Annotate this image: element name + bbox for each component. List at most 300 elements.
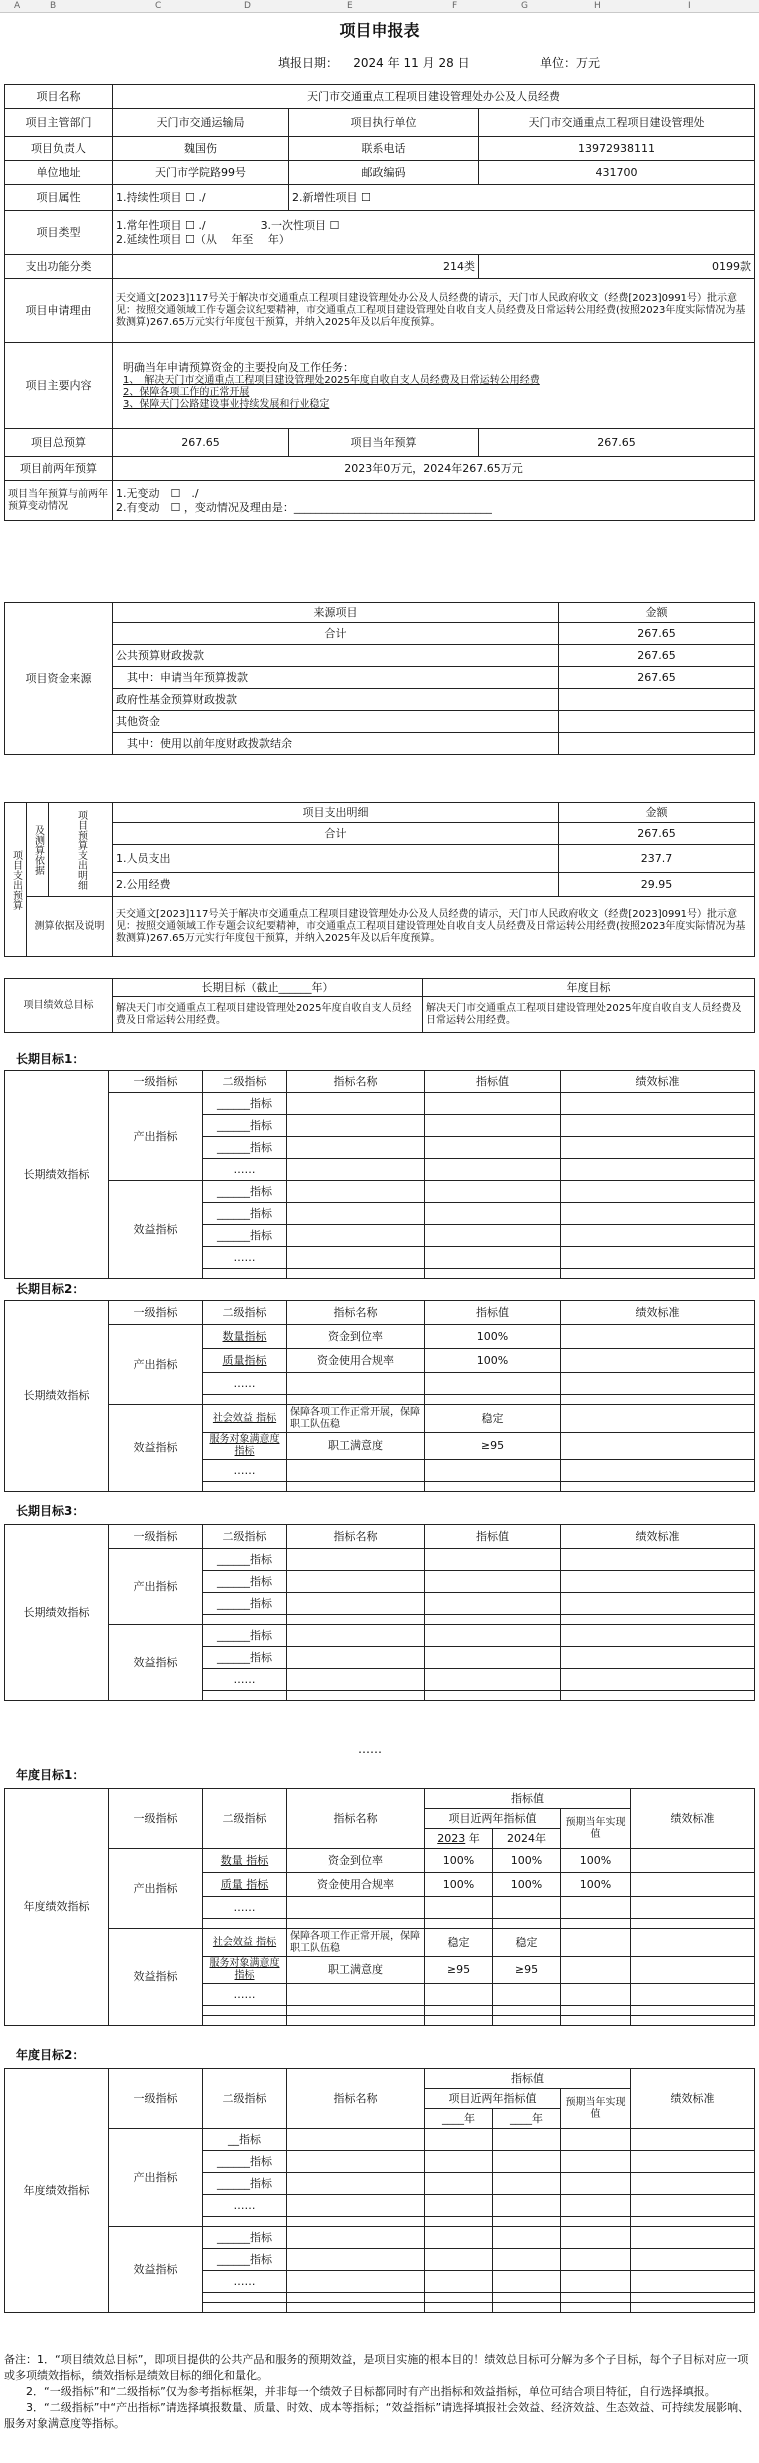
cell[interactable] [425, 2217, 493, 2227]
total-value[interactable]: 267.65 [113, 429, 289, 457]
cell[interactable] [425, 1615, 561, 1625]
year-2-value[interactable]: 稳定 [493, 1929, 561, 1957]
cell[interactable] [631, 1984, 755, 2006]
expense-row-amt[interactable]: 267.65 [559, 823, 755, 845]
l2-cell[interactable]: ______指标 [203, 2227, 287, 2249]
cell[interactable] [203, 1615, 287, 1625]
expense-detail-header: 项目支出明细 [113, 803, 559, 823]
cell[interactable] [425, 1691, 561, 1701]
cell[interactable] [287, 1919, 425, 1929]
long-perf-label: 长期绩效指标 [5, 1525, 109, 1701]
cell[interactable] [493, 2151, 561, 2173]
func-class[interactable]: 214类 [113, 255, 479, 279]
l2-cell[interactable]: ______指标 [203, 1549, 287, 1571]
cell[interactable] [425, 2173, 493, 2195]
cell[interactable] [425, 1115, 561, 1137]
leader-label: 项目负责人 [5, 137, 113, 161]
notes [4, 2352, 752, 2432]
effect-indicator: 效益指标 [109, 1929, 203, 2026]
expect-header: 预期当年实现值 [561, 2089, 631, 2129]
cell[interactable] [287, 1115, 425, 1137]
l2-cell[interactable]: …… [203, 1984, 287, 2006]
l2-cell[interactable]: __指标 [203, 2129, 287, 2151]
std-header: 绩效标准 [631, 1789, 755, 1849]
year-2-header: 2024年 [493, 1829, 561, 1849]
cell[interactable] [561, 2195, 631, 2217]
l2-cell[interactable]: ______指标 [203, 1225, 287, 1247]
cell[interactable] [561, 1482, 755, 1492]
indicator-value[interactable]: 100% [425, 1349, 561, 1373]
indicator-name[interactable]: 保障各项工作正常开展，保障职工队伍稳 [287, 1929, 425, 1957]
cell[interactable] [561, 1395, 755, 1405]
l2-header: 二级指标 [203, 1071, 287, 1093]
output-indicator: 产出指标 [109, 1093, 203, 1181]
cell[interactable] [287, 1269, 425, 1279]
long-goal-1-title: 长期目标1： [16, 1052, 85, 1066]
funds-row-amt[interactable] [559, 689, 755, 711]
cell[interactable] [561, 1181, 755, 1203]
expense-table [4, 802, 755, 957]
cell[interactable] [287, 1571, 425, 1593]
cell[interactable] [425, 1625, 561, 1647]
cell[interactable] [287, 2129, 425, 2151]
cell[interactable] [287, 2271, 425, 2293]
cell[interactable] [561, 1549, 755, 1571]
cell[interactable] [203, 2006, 287, 2016]
cell[interactable] [493, 2303, 561, 2313]
cell[interactable] [287, 2293, 425, 2303]
cell[interactable] [493, 2129, 561, 2151]
l2-header: 二级指标 [203, 2069, 287, 2129]
reason-label: 项目申请理由 [5, 279, 113, 343]
cell[interactable] [561, 1373, 755, 1395]
cell[interactable] [561, 1691, 755, 1701]
cell[interactable] [631, 2195, 755, 2217]
note-1: 备注：1．“项目绩效总目标”，即项目提供的公共产品和服务的预期效益，是项目实施的根本目的！绩效总目标可分解为多个子目标，每个子目标对应一项或多项绩效指标，绩效指标是绩效目标的细化和量化。 [4, 2353, 749, 2382]
cell[interactable] [425, 1159, 561, 1181]
cell[interactable] [493, 2195, 561, 2217]
col-e[interactable]: E [347, 1, 353, 11]
year-2-value[interactable]: 100% [493, 1849, 561, 1873]
funds-row-amt[interactable]: 267.65 [559, 667, 755, 689]
cell[interactable] [425, 1373, 561, 1395]
cell[interactable] [561, 1247, 755, 1269]
cell[interactable] [561, 1897, 631, 1919]
perf-label: 项目绩效总目标 [5, 979, 113, 1033]
indicator-name[interactable]: 职工满意度 [287, 1433, 425, 1460]
cell[interactable] [561, 2227, 631, 2249]
name-header: 指标名称 [287, 1301, 425, 1325]
funds-row-name: 合计 [113, 623, 559, 645]
col-h[interactable]: H [594, 1, 601, 11]
cell[interactable] [561, 1647, 755, 1669]
expense-row-amt[interactable]: 237.7 [559, 845, 755, 873]
cell[interactable] [493, 2006, 561, 2016]
cell[interactable] [493, 2271, 561, 2293]
funds-row-amt[interactable] [559, 711, 755, 733]
cell[interactable] [287, 2006, 425, 2016]
leader-value[interactable]: 魏国伤 [113, 137, 289, 161]
cell[interactable] [493, 2249, 561, 2271]
l2-cell[interactable]: ______指标 [203, 2249, 287, 2271]
indicator-value[interactable]: 100% [425, 1325, 561, 1349]
l2-cell[interactable]: 服务对象满意度指标 [203, 1957, 287, 1984]
l2-cell[interactable]: …… [203, 1897, 287, 1919]
cell[interactable] [561, 2016, 631, 2026]
cell[interactable] [561, 1571, 755, 1593]
l2-cell[interactable]: ______指标 [203, 2151, 287, 2173]
cell[interactable] [287, 1181, 425, 1203]
cell[interactable] [425, 2129, 493, 2151]
cell[interactable] [561, 2006, 631, 2016]
cell[interactable] [287, 2249, 425, 2271]
long-perf-label: 长期绩效指标 [5, 1301, 109, 1492]
cell[interactable] [425, 1225, 561, 1247]
cell[interactable] [287, 1137, 425, 1159]
cell[interactable] [425, 2249, 493, 2271]
cell[interactable] [287, 1225, 425, 1247]
annual-goal-2-table [4, 2068, 755, 2313]
indicator-name[interactable]: 资金到位率 [287, 1849, 425, 1873]
perf-long-text[interactable]: 解决天门市交通重点工程项目建设管理处2025年度自收自支人员经费及日常运转公用经费。 [113, 997, 423, 1033]
change-options[interactable]: 1.无变动 ☐ ./ 2.有变动 ☐ ，变动情况及理由是：____________________________________ [113, 481, 755, 521]
cell[interactable] [493, 2217, 561, 2227]
cell[interactable] [287, 1669, 425, 1691]
cell[interactable] [561, 2151, 631, 2173]
l2-cell[interactable]: ______指标 [203, 1625, 287, 1647]
year-1-value[interactable]: 100% [425, 1873, 493, 1897]
attr-label: 项目属性 [5, 185, 113, 211]
cell[interactable] [631, 2227, 755, 2249]
cell[interactable] [425, 2303, 493, 2313]
l2-cell[interactable]: …… [203, 1373, 287, 1395]
cell[interactable] [287, 1984, 425, 2006]
cell[interactable] [561, 1615, 755, 1625]
l2-cell[interactable]: ______指标 [203, 1181, 287, 1203]
cell[interactable] [287, 1691, 425, 1701]
indicator-name[interactable]: 保障各项工作正常开展，保障职工队伍稳 [287, 1405, 425, 1433]
cell[interactable] [561, 1460, 755, 1482]
year-perf-label: 年度绩效指标 [5, 1789, 109, 2026]
l2-cell[interactable]: ______指标 [203, 1647, 287, 1669]
cell[interactable] [425, 1247, 561, 1269]
cell[interactable] [631, 2151, 755, 2173]
cell[interactable] [425, 1897, 493, 1919]
basis-text[interactable]: 天交通文[2023]117号关于解决市交通重点工程项目建设管理处办公及人员经费的请示，天门市人民政府收文（经费[2023]0991号）批示意见：按照交通领域工作专题会议纪要精神，市交通重点工程项目建设管理处自收自支人员经费及日常运转公用经费(按照2023年度实际情况为基数测算)267.65万元实行年度包干预算，并纳入2025年及以后年度预算。 [113, 897, 755, 957]
cell[interactable] [425, 1203, 561, 1225]
col-b[interactable]: B [50, 1, 57, 11]
year-1-value[interactable]: ≥95 [425, 1957, 493, 1984]
year-1-header[interactable]: 2023 年 [425, 1829, 493, 1849]
cell[interactable] [631, 2173, 755, 2195]
funds-row-amt[interactable]: 267.65 [559, 623, 755, 645]
cell[interactable] [287, 1549, 425, 1571]
cell[interactable] [425, 1984, 493, 2006]
cell[interactable] [425, 1571, 561, 1593]
cell[interactable] [561, 1984, 631, 2006]
cell[interactable] [425, 2006, 493, 2016]
cell[interactable] [493, 2227, 561, 2249]
cell[interactable] [287, 2217, 425, 2227]
addr-value[interactable]: 天门市学院路99号 [113, 161, 289, 185]
l2-cell[interactable]: ______指标 [203, 1203, 287, 1225]
l2-cell[interactable]: …… [203, 1460, 287, 1482]
cell[interactable] [287, 1395, 425, 1405]
indicator-name[interactable]: 资金使用合规率 [287, 1873, 425, 1897]
long-goal-3-table [4, 1524, 755, 1701]
exec-value[interactable]: 天门市交通重点工程项目建设管理处 [479, 109, 755, 137]
cell[interactable] [631, 2249, 755, 2271]
cell[interactable] [561, 1919, 631, 1929]
cell[interactable] [493, 2173, 561, 2195]
cell[interactable] [425, 1919, 493, 1929]
perf-year-header: 年度目标 [423, 979, 755, 997]
cell[interactable] [561, 2303, 631, 2313]
year-2-value[interactable]: 100% [493, 1873, 561, 1897]
cell[interactable] [631, 1873, 755, 1897]
cell[interactable] [287, 1203, 425, 1225]
funds-row-name: 其中：使用以前年度财政拨款结余 [113, 733, 559, 755]
cell[interactable] [425, 1137, 561, 1159]
val-header: 指标值 [425, 1789, 631, 1809]
cell[interactable] [561, 2129, 631, 2151]
cell[interactable] [203, 1482, 287, 1492]
l2-cell[interactable]: 数量 指标 [203, 1849, 287, 1873]
basic-info-table [4, 84, 755, 521]
long-perf-label: 长期绩效指标 [5, 1071, 109, 1279]
cell[interactable] [631, 1897, 755, 1919]
indicator-name[interactable]: 资金使用合规率 [287, 1349, 425, 1373]
year-2-value[interactable]: ≥95 [493, 1957, 561, 1984]
l2-cell[interactable]: ______指标 [203, 1593, 287, 1615]
cell[interactable] [287, 1615, 425, 1625]
cell[interactable] [561, 2173, 631, 2195]
l2-header: 二级指标 [203, 1525, 287, 1549]
cell[interactable] [425, 1669, 561, 1691]
l2-cell[interactable]: 质量 指标 [203, 1873, 287, 1897]
funds-row-amt[interactable]: 267.65 [559, 645, 755, 667]
cell[interactable] [287, 1593, 425, 1615]
col-d[interactable]: D [244, 1, 251, 11]
cell[interactable] [561, 1115, 755, 1137]
cell[interactable] [287, 1482, 425, 1492]
cell[interactable] [631, 2129, 755, 2151]
l2-cell[interactable]: 服务对象满意度指标 [203, 1433, 287, 1460]
cell[interactable] [561, 1349, 755, 1373]
cell[interactable] [287, 1159, 425, 1181]
cell[interactable] [287, 2151, 425, 2173]
cell[interactable] [631, 2271, 755, 2293]
cur-value[interactable]: 267.65 [479, 429, 755, 457]
cell[interactable] [561, 1269, 755, 1279]
l2-cell[interactable]: ______指标 [203, 1093, 287, 1115]
cell[interactable] [561, 1625, 755, 1647]
cell[interactable] [561, 2271, 631, 2293]
cell[interactable] [561, 2217, 631, 2227]
cell[interactable] [493, 2293, 561, 2303]
l2-cell[interactable]: ______指标 [203, 1571, 287, 1593]
perf-year-text[interactable]: 解决天门市交通重点工程项目建设管理处2025年度自收自支人员经费及日常运转公用经费。 [423, 997, 755, 1033]
col-f[interactable]: F [452, 1, 458, 11]
cell[interactable] [561, 1093, 755, 1115]
content-text[interactable]: 明确当年申请预算资金的主要投向及工作任务： 1、 解决天门市交通重点工程项目建设管理处2025年度自收自支人员经费及日常运转公用经费 2、保障各项工作的正常开展 3、保障天门公路建设事业持续发展和行业稳定 [113, 343, 755, 429]
note-3: 3．“二级指标”中“产出指标”请选择填报数量、质量、时效、成本等指标；“效益指标”请选择填报社会效益、经济效益、生态效益、可持续发展影响、服务对象满意度等指标。 [4, 2401, 750, 2430]
cell[interactable] [561, 1669, 755, 1691]
cell[interactable] [425, 1647, 561, 1669]
year-1-header[interactable]: ____年 [425, 2109, 493, 2129]
cell[interactable] [561, 1225, 755, 1247]
expense-row-name: 2.公用经费 [113, 873, 559, 897]
cell[interactable] [631, 1929, 755, 1957]
cell[interactable] [561, 1957, 631, 1984]
zip-value[interactable]: 431700 [479, 161, 755, 185]
annual-goal-1-table [4, 1788, 755, 2026]
long-goal-1-table [4, 1070, 755, 1279]
note-2: 2．“一级指标”和“二级指标”仅为参考指标框架，并非每一个绩效子目标都同时有产出指标和效益指标，单位可结合项目特征，自行选择填报。 [4, 2385, 716, 2398]
cell[interactable] [631, 2293, 755, 2303]
col-i[interactable]: I [688, 1, 691, 11]
type-options[interactable]: 1.常年性项目 ☐ ./ 3.一次性项目 ☐ 2.延续性项目 ☐（从 年至 年） [113, 211, 755, 255]
cell[interactable] [425, 1549, 561, 1571]
cell[interactable] [203, 1919, 287, 1929]
cell[interactable] [493, 1919, 561, 1929]
cell[interactable] [493, 2016, 561, 2026]
year-2-header[interactable]: ____年 [493, 2109, 561, 2129]
expense-row-amt[interactable]: 29.95 [559, 873, 755, 897]
year-1-value[interactable]: 稳定 [425, 1929, 493, 1957]
l2-cell[interactable]: …… [203, 1669, 287, 1691]
cell[interactable] [425, 1093, 561, 1115]
l2-cell[interactable]: …… [203, 2195, 287, 2217]
cell[interactable] [425, 2227, 493, 2249]
cell[interactable] [631, 2303, 755, 2313]
cell[interactable] [493, 1897, 561, 1919]
cell[interactable] [287, 2016, 425, 2026]
func-item[interactable]: 0199款 [479, 255, 755, 279]
cell[interactable] [425, 1460, 561, 1482]
cell[interactable] [561, 1325, 755, 1349]
year-perf-label: 年度绩效指标 [5, 2069, 109, 2313]
expense-row-name: 1.人员支出 [113, 845, 559, 873]
cell[interactable] [203, 1395, 287, 1405]
cell[interactable] [631, 2006, 755, 2016]
cell[interactable] [561, 2293, 631, 2303]
cell[interactable] [203, 1269, 287, 1279]
cell[interactable] [287, 1460, 425, 1482]
cell[interactable] [425, 1593, 561, 1615]
l2-cell[interactable]: 社会效益 指标 [203, 1929, 287, 1957]
indicator-value[interactable]: 稳定 [425, 1405, 561, 1433]
cell[interactable] [287, 1625, 425, 1647]
phone-value[interactable]: 13972938111 [479, 137, 755, 161]
cell[interactable] [203, 1691, 287, 1701]
cell[interactable] [287, 1247, 425, 1269]
cell[interactable] [561, 1593, 755, 1615]
indicator-value[interactable]: ≥95 [425, 1433, 561, 1460]
cell[interactable] [425, 2016, 493, 2026]
l2-cell[interactable]: ______指标 [203, 1137, 287, 1159]
indicator-name[interactable]: 职工满意度 [287, 1957, 425, 1984]
cell[interactable] [425, 1269, 561, 1279]
cell[interactable] [561, 1203, 755, 1225]
attr-continuous[interactable]: 1.持续性项目 ☐ ./ [113, 185, 289, 211]
year-1-value[interactable]: 100% [425, 1849, 493, 1873]
l2-cell[interactable]: ______指标 [203, 1115, 287, 1137]
l2-cell[interactable]: …… [203, 1159, 287, 1181]
cell[interactable] [203, 2217, 287, 2227]
indicator-name[interactable]: 资金到位率 [287, 1325, 425, 1349]
change-label: 项目当年预算与前两年预算变动情况 [5, 481, 113, 521]
cell[interactable] [287, 2173, 425, 2195]
expense-amt-header: 金额 [559, 803, 755, 823]
cell[interactable] [287, 1897, 425, 1919]
funds-row-amt[interactable] [559, 733, 755, 755]
l2-cell[interactable]: …… [203, 1247, 287, 1269]
cell[interactable] [561, 1929, 631, 1957]
cell[interactable] [425, 1395, 561, 1405]
cell[interactable] [287, 2303, 425, 2313]
l2-cell[interactable]: …… [203, 2271, 287, 2293]
col-a[interactable]: A [14, 1, 21, 11]
cell[interactable] [425, 1482, 561, 1492]
cell[interactable] [203, 2303, 287, 2313]
cell[interactable] [203, 2293, 287, 2303]
project-name[interactable]: 天门市交通重点工程项目建设管理处办公及人员经费 [113, 85, 755, 109]
cell[interactable] [287, 1093, 425, 1115]
cell[interactable] [493, 1984, 561, 2006]
cell[interactable] [561, 2249, 631, 2271]
l2-cell[interactable]: ______指标 [203, 2173, 287, 2195]
l2-cell[interactable]: 质量指标 [203, 1349, 287, 1373]
cell[interactable] [425, 1181, 561, 1203]
exec-label: 项目执行单位 [289, 109, 479, 137]
cell[interactable] [425, 2195, 493, 2217]
expect-value[interactable]: 100% [561, 1849, 631, 1873]
cell[interactable] [287, 1373, 425, 1395]
cell[interactable] [631, 1919, 755, 1929]
cell[interactable] [203, 2016, 287, 2026]
val-header: 指标值 [425, 1301, 561, 1325]
cell[interactable] [287, 1647, 425, 1669]
col-c[interactable]: C [155, 1, 162, 11]
cell[interactable] [425, 2151, 493, 2173]
cell[interactable] [631, 2016, 755, 2026]
cell[interactable] [631, 1957, 755, 1984]
dept-value[interactable]: 天门市交通运输局 [113, 109, 289, 137]
more-goals-ellipsis: …… [358, 1742, 382, 1756]
cell[interactable] [561, 1433, 755, 1460]
cell[interactable] [631, 2217, 755, 2227]
name-header: 指标名称 [287, 1525, 425, 1549]
l1-header: 一级指标 [109, 1071, 203, 1093]
reason-text[interactable]: 天交通文[2023]117号关于解决市交通重点工程项目建设管理处办公及人员经费的请示，天门市人民政府收文（经费[2023]0991号）批示意见：按照交通领域工作专题会议纪要精神，市交通重点工程项目建设管理处自收自支人员经费及日常运转公用经费(按照2023年度实际情况为基数测算)267.65万元实行年度包干预算，并纳入2025年及以后年度预算。 [113, 279, 755, 343]
cell[interactable] [425, 2293, 493, 2303]
attr-new[interactable]: 2.新增性项目 ☐ [289, 185, 755, 211]
cell[interactable] [561, 1405, 755, 1433]
cell[interactable] [561, 1159, 755, 1181]
cell[interactable] [631, 1849, 755, 1873]
l2-cell[interactable]: 数量指标 [203, 1325, 287, 1349]
col-g[interactable]: G [521, 1, 528, 11]
cell[interactable] [425, 2271, 493, 2293]
l2-cell[interactable]: 社会效益 指标 [203, 1405, 287, 1433]
func-label: 支出功能分类 [5, 255, 113, 279]
expect-value[interactable]: 100% [561, 1873, 631, 1897]
cell[interactable] [287, 2195, 425, 2217]
cell[interactable] [287, 2227, 425, 2249]
prev-value[interactable]: 2023年0万元，2024年267.65万元 [113, 457, 755, 481]
cell[interactable] [561, 1137, 755, 1159]
